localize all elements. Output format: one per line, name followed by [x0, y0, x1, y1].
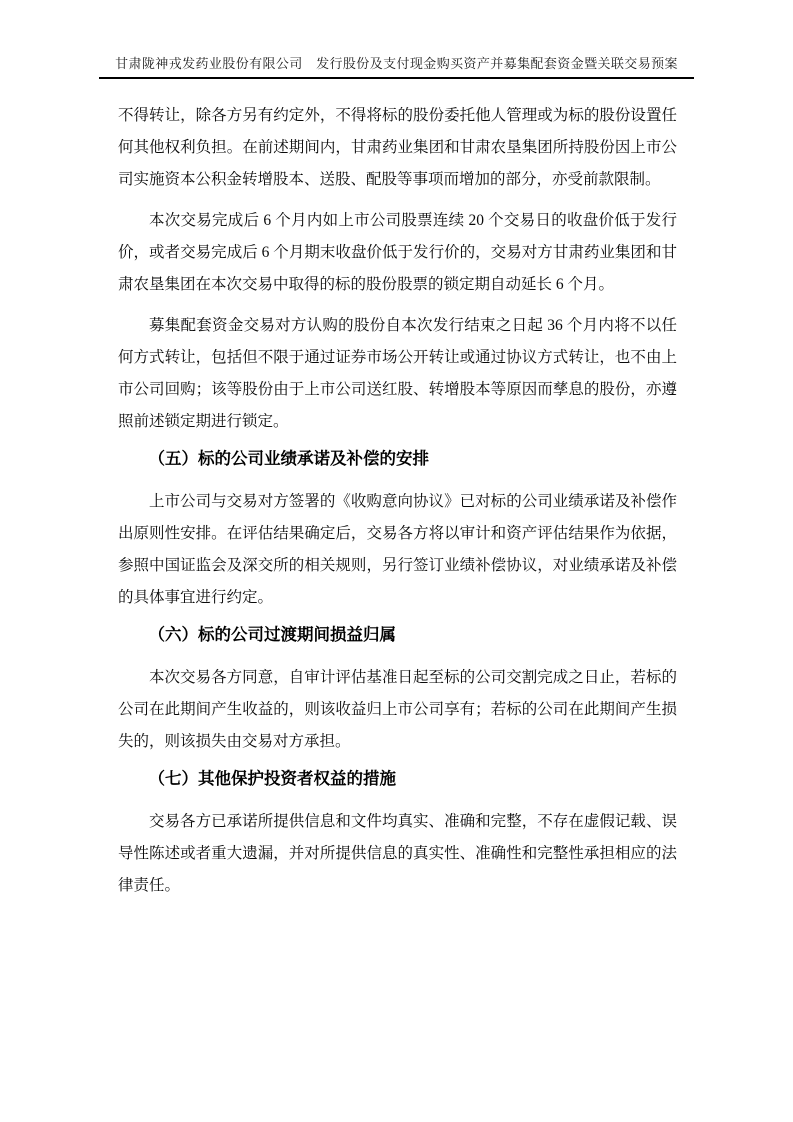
paragraph-lockup-extension: 本次交易完成后 6 个月内如上市公司股票连续 20 个交易日的收盘价低于发行价，或者交易完成后 6 个月期末收盘价低于发行价的，交易对方甘肃药业集团和甘肃农垦集团在本次交易中取得的标的股份股票的锁定期自动延长 6 个月。 [118, 212, 677, 293]
paragraph-transition-period: 本次交易各方同意，自审计评估基准日起至标的公司交割完成之日止，若标的公司在此期间产生收益的，则该收益归上市公司享有；若标的公司在此期间产生损失的，则该损失由交易对方承担。 [118, 669, 677, 750]
paragraph-investor-protection: 交易各方已承诺所提供信息和文件均真实、准确和完整，不存在虚假记载、误导性陈述或者重大遗漏，并对所提供信息的真实性、准确性和完整性承担相应的法律责任。 [118, 813, 677, 894]
page-header [0, 0, 793, 79]
paragraph-supporting-funds-lockup: 募集配套资金交易对方认购的股份自本次发行结束之日起 36 个月内将不以任何方式转让，包括但不限于通过证券市场公开转让或通过协议方式转让，也不由上市公司回购；该等股份由于上市公司送红股、转增股本等原因而孳息的股份，亦遵照前述锁定期进行锁定。 [118, 317, 677, 430]
section-heading-5-performance-commitment: （五）标的公司业绩承诺及补偿的安排 [148, 450, 430, 468]
section-heading-6-transition-period: （六）标的公司过渡期间损益归属 [148, 626, 397, 644]
document-body [118, 100, 677, 902]
running-header-title: 甘肃陇神戎发药业股份有限公司 发行股份及支付现金购买资产并募集配套资金暨关联交易预案 [99, 53, 694, 79]
section-heading-7-investor-protection: （七）其他保护投资者权益的措施 [148, 770, 397, 788]
paragraph-performance-commitment: 上市公司与交易对方签署的《收购意向协议》已对标的公司业绩承诺及补偿作出原则性安排。在评估结果确定后，交易各方将以审计和资产评估结果作为依据，参照中国证监会及深交所的相关规则，另行签订业绩补偿协议，对业绩承诺及补偿的具体事宜进行约定。 [118, 493, 677, 606]
paragraph-transfer-restriction: 不得转让，除各方另有约定外，不得将标的股份委托他人管理或为标的股份设置任何其他权利负担。在前述期间内，甘肃药业集团和甘肃农垦集团所持股份因上市公司实施资本公积金转增股本、送股、配股等事项而增加的部分，亦受前款限制。 [118, 107, 677, 188]
